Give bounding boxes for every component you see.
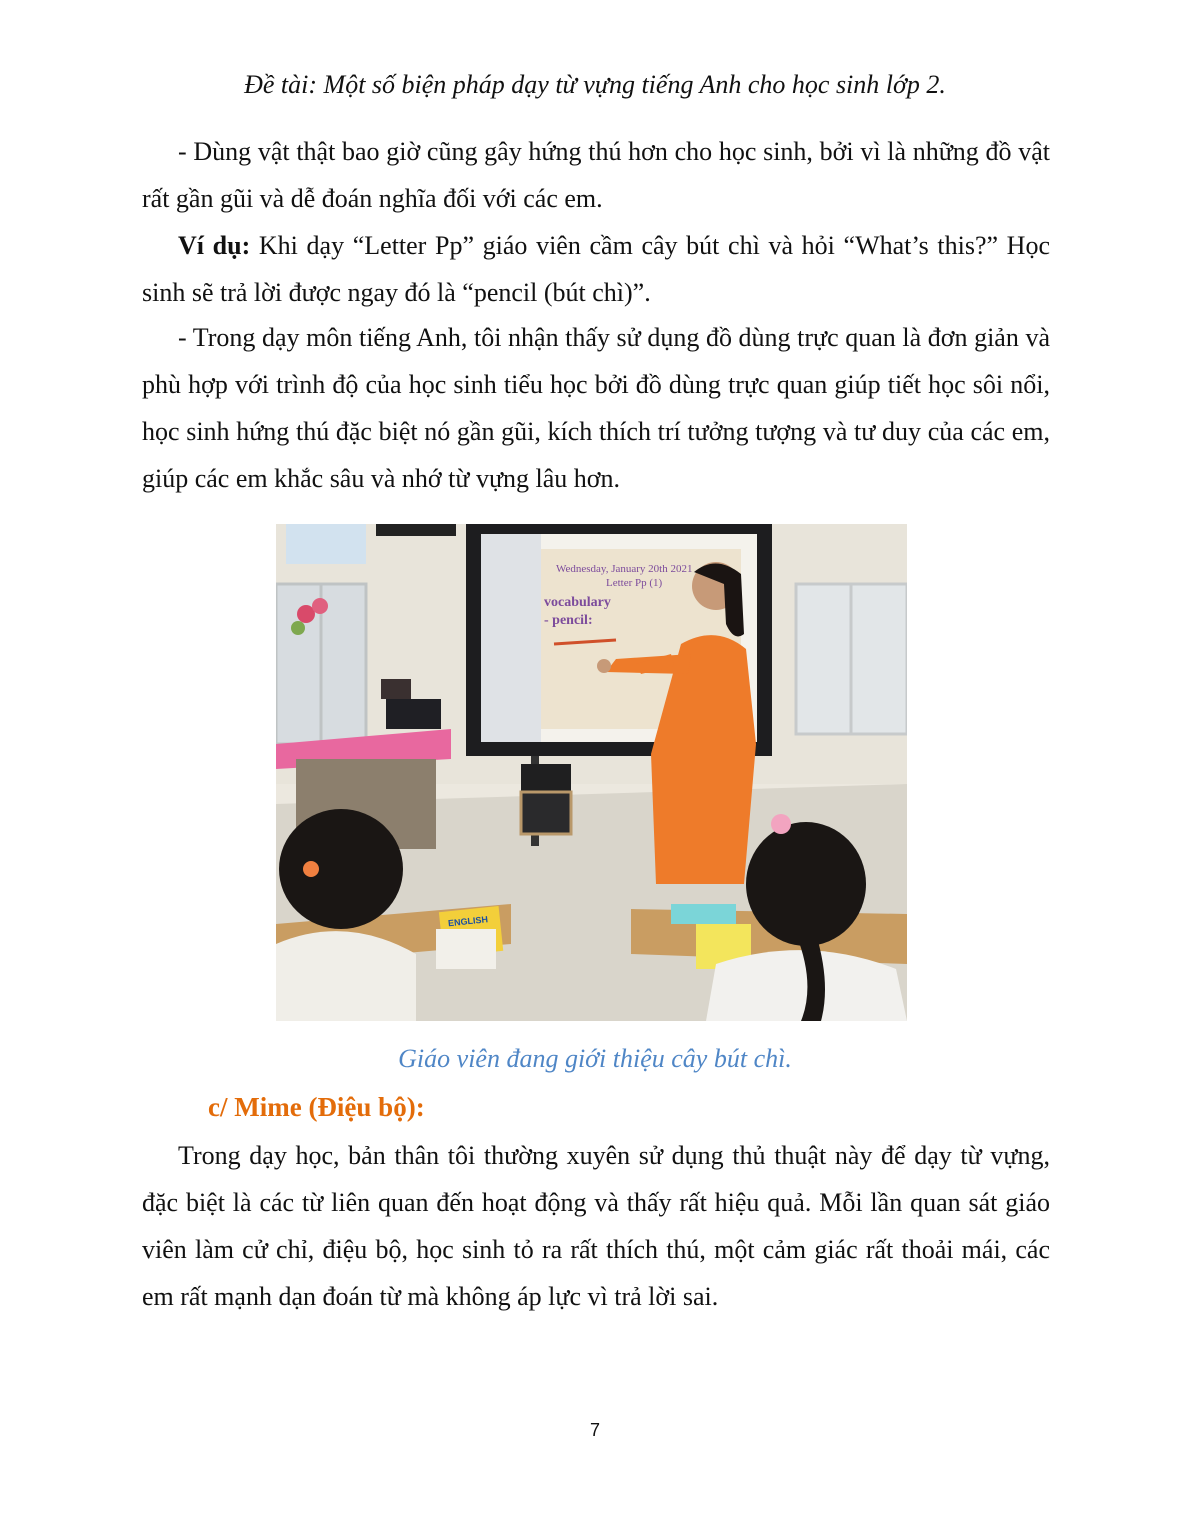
example-label: Ví dụ: (178, 231, 251, 260)
page-number: 7 (589, 1420, 600, 1440)
board-lesson: Letter Pp (1) (606, 577, 663, 589)
document-header: Đề tài: Một số biện pháp dạy từ vựng tiếng Anh cho học sinh lớp 2. (244, 70, 946, 99)
example-text: Khi dạy “Letter Pp” giáo viên cầm cây bút chì và hỏi “What’s this?” Học sinh sẽ trả lời được ngay đó là “pencil (bút chì)”. (142, 231, 1050, 307)
photo-caption: Giáo viên đang giới thiệu cây bút chì. (398, 1044, 792, 1073)
classroom-illustration (276, 524, 907, 1021)
classroom-photo (276, 524, 907, 1021)
board-pencil: - pencil: (544, 613, 593, 628)
paragraph-real-objects: - Dùng vật thật bao giờ cũng gây hứng thú hơn cho học sinh, bởi vì là những đồ vật rất gần gũi và dễ đoán nghĩa đối với các em. (142, 137, 1050, 213)
board-date: Wednesday, January 20th 2021 (556, 563, 693, 575)
paragraph-mime: Trong dạy học, bản thân tôi thường xuyên sử dụng thủ thuật này để dạy từ vựng, đặc biệt là các từ liên quan đến hoạt động và thấy rất hiệu quả. Mỗi lần quan sát giáo viên làm cử chỉ, điệu bộ, học sinh tỏ ra rất thích thú, một cảm giác rất thoải mái, các em rất mạnh dạn đoán từ mà không áp lực vì trả lời sai. (142, 1141, 1050, 1311)
book-title: ENGLISH (447, 914, 489, 929)
section-heading-mime: c/ Mime (Điệu bộ): (208, 1092, 425, 1122)
paragraph-example (142, 222, 1050, 316)
paragraph-visual-aids: - Trong dạy môn tiếng Anh, tôi nhận thấy sử dụng đồ dùng trực quan là đơn giản và phù hợp với trình độ của học sinh tiểu học bởi đồ dùng trực quan giúp tiết học sôi nổi, học sinh hứng thú đặc biệt nó gần gũi, kích thích trí tưởng tượng và tư duy của các em, giúp các em khắc sâu và nhớ từ vựng lâu hơn. (142, 323, 1050, 493)
board-vocabulary: vocabulary (544, 595, 611, 610)
